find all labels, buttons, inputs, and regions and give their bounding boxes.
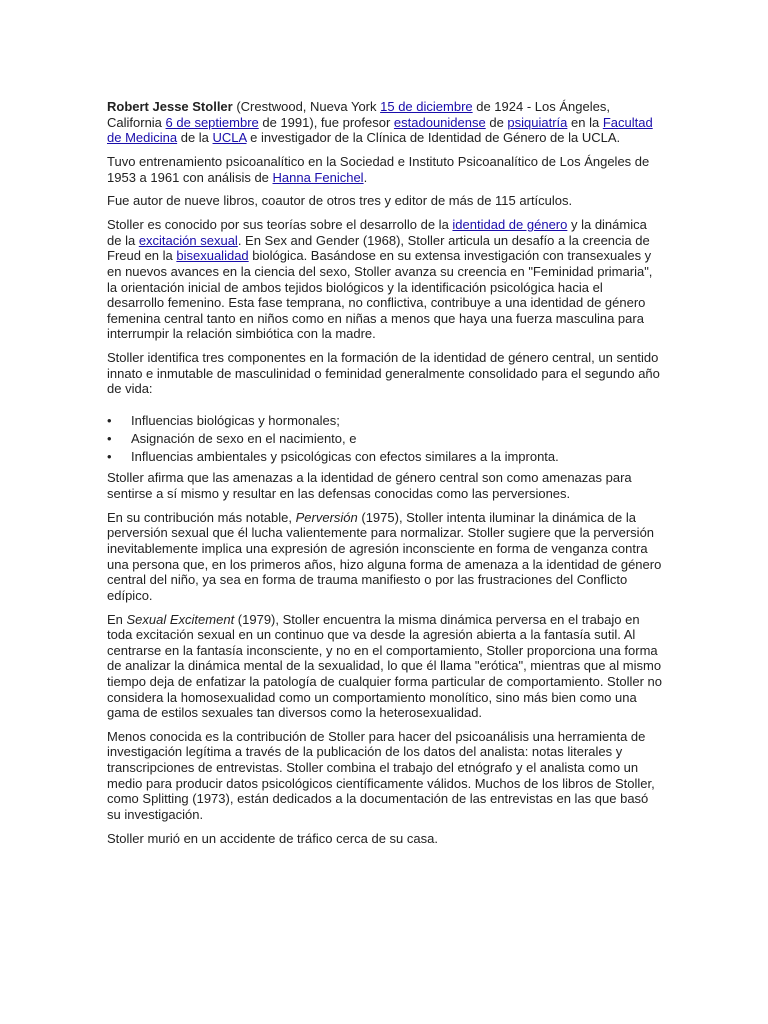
components-paragraph: Stoller identifica tres componentes en la formación de la identidad de género central, un sentido innato e inmutable de masculinidad o feminidad generalmente consolidado para el segundo año de vida: xyxy=(107,350,660,397)
perversion-text-1: En su contribución más notable, xyxy=(107,509,296,525)
contribution-paragraph: Menos conocida es la contribución de Stoller para hacer del psicoanálisis una herramienta de investigación legítima a través de la publicación de los datos del analista: notas literales y transcripciones de entrevistas. Stoller combina el trabajo del etnógrafo y el analista como un medio para producir datos psicológicos científicamente válidos. Muchos de los libros de Stoller, como Splitting (1973), están dedicados a la documentación de las entrevistas en las que basó su investigación. xyxy=(107,728,655,822)
bullet-icon: • xyxy=(107,430,112,446)
link-sexual-excitement[interactable]: excitación sexual xyxy=(138,232,238,248)
excitement-text-2: (1979), Stoller encuentra la misma dinámica perversa en el trabajo en toda excitación sexual en un continuo que va desde la agresión abierta a la fantasía sutil. Al centrarse en la fantasía inconsciente, y no en el comportamiento, Stoller proporciona una forma de analizar la dinámica mental de la sexualidad, lo que él llama "erótica", mientras que al mismo tiempo deja de enfatizar la patología de cualquier forma particular de comportamiento. Stoller no considera la homosexualidad como un comportamiento monolítico, sino más bien como una gama de estilos sexuales tan diversos como la heterosexualidad. xyxy=(107,611,662,721)
death-paragraph: Stoller murió en un accidente de tráfico cerca de su casa. xyxy=(107,830,438,846)
list-item-text: Influencias ambientales y psicológicas con efectos similares a la impronta. xyxy=(131,448,559,464)
excitement-paragraph xyxy=(107,612,663,721)
theories-text-4: biológica. Basándose en su extensa investigación con transexuales y en nuevos avances en la ciencia del sexo, Stoller avanza su creencia en "Feminidad primaria", la orientación inicial de ambos tejidos biológicos y la identificación psicológica hacia el desarrollo femenino. Esta fase temprana, no conflictiva, contribuye a una identidad de género femenina central tanto en niños como en niñas a menos que haya una fuerza masculina para interrumpir la relación simbiótica con la madre. xyxy=(107,248,653,342)
components-list xyxy=(107,413,663,465)
link-death-date[interactable]: 6 de septiembre xyxy=(165,114,259,130)
link-psychiatry[interactable]: psiquiatría xyxy=(507,114,568,130)
subject-name: Robert Jesse Stoller xyxy=(107,99,233,114)
book-title-perversion: Perversión xyxy=(295,509,358,525)
perversion-text-2: (1975), Stoller intenta iluminar la dinámica de la perversión sexual que él lucha valientemente para normalizar. Stoller sugiere que la perversión inevitablemente implica una expresión de agresión inconsciente en forma de venganza contra una persona que, en los primeros años, hizo alguna forma de amenaza a la identidad de género central del niño, ya sea en forma de trauma manifiesto o por las frustraciones del Conflicto edípico. xyxy=(107,509,662,603)
intro-text-4: de xyxy=(485,114,508,130)
perversion-paragraph xyxy=(107,510,663,604)
theories-text-2: y la dinámica de la xyxy=(107,217,647,248)
list-item xyxy=(107,413,663,429)
link-gender-identity[interactable]: identidad de género xyxy=(452,217,568,233)
training-text-1: Tuvo entrenamiento psicoanalítico en la Sociedad e Instituto Psicoanalítico de Los Ángeles de 1953 a 1961 con análisis de xyxy=(107,153,650,185)
list-item-text: Influencias biológicas y hormonales; xyxy=(131,412,340,428)
list-item xyxy=(107,449,663,465)
intro-text-7: e investigador de la Clínica de Identidad de Género de la UCLA. xyxy=(246,130,621,146)
list-item-text: Asignación de sexo en el nacimiento, e xyxy=(131,430,357,446)
link-ucla[interactable]: UCLA xyxy=(212,130,247,146)
bullet-icon: • xyxy=(107,448,112,464)
intro-text-1: (Crestwood, Nueva York xyxy=(232,99,381,114)
theories-text-1: Stoller es conocido por sus teorías sobre el desarrollo de la xyxy=(107,217,453,233)
link-hanna-fenichel[interactable]: Hanna Fenichel xyxy=(272,169,364,185)
theories-text-3: . En Sex and Gender (1968), Stoller articula un desafío a la creencia de Freud en la xyxy=(107,232,650,264)
intro-text-6: de la xyxy=(177,130,213,146)
author-paragraph: Fue autor de nueve libros, coautor de otros tres y editor de más de 115 artículos. xyxy=(107,193,573,209)
theories-paragraph xyxy=(107,217,663,342)
training-paragraph xyxy=(107,154,663,185)
training-text-2: . xyxy=(363,169,368,185)
book-title-sexual-excitement: Sexual Excitement xyxy=(126,611,235,627)
intro-text-2: de 1924 - Los Ángeles, California xyxy=(107,99,610,130)
link-faculty[interactable]: Facultad de Medicina xyxy=(107,114,653,146)
intro-paragraph xyxy=(107,99,663,146)
link-nationality[interactable]: estadounidense xyxy=(393,114,486,130)
intro-text-3: de 1991), fue profesor xyxy=(258,114,394,130)
bullet-icon: • xyxy=(107,412,112,428)
threats-paragraph: Stoller afirma que las amenazas a la identidad de género central son como amenazas para sentirse a sí mismo y resultar en las defensas conocidas como las perversiones. xyxy=(107,470,632,501)
intro-text-5: en la xyxy=(567,114,603,130)
document-page xyxy=(107,99,663,854)
link-birth-date[interactable]: 15 de diciembre xyxy=(380,99,473,114)
excitement-text-1: En xyxy=(107,611,127,627)
list-item xyxy=(107,431,663,447)
link-bisexuality[interactable]: bisexualidad xyxy=(176,248,249,264)
